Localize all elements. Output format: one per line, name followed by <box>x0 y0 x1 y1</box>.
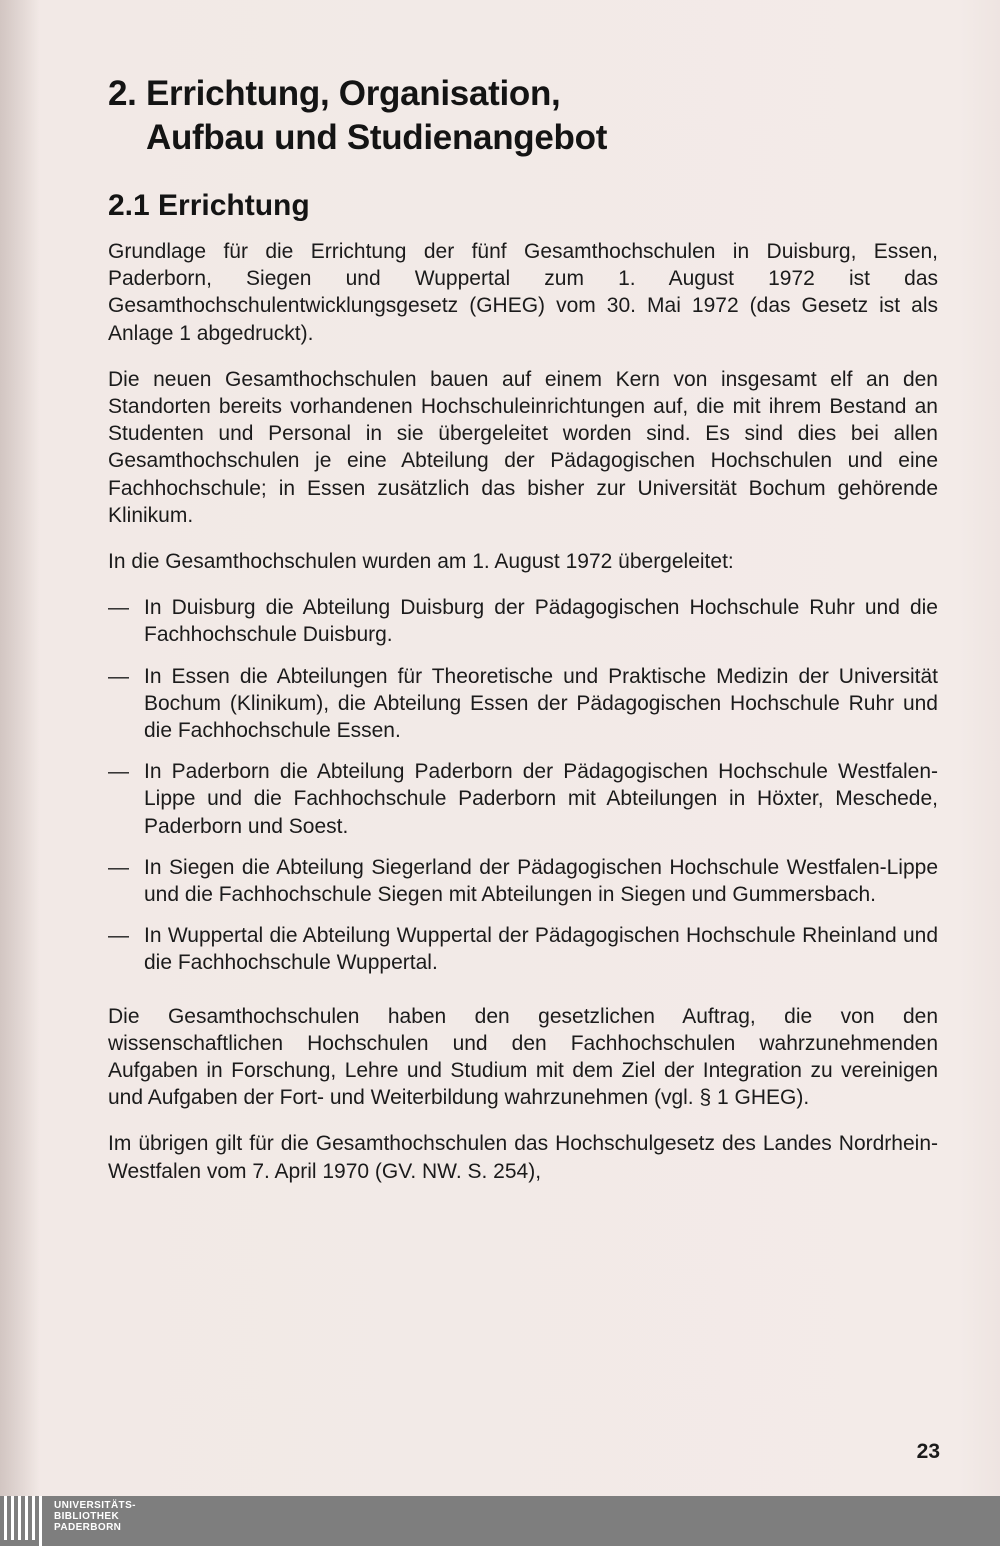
list-item-text: In Duisburg die Abteilung Duisburg der Pädagogischen Hochschule Ruhr und die Fachhochschule Duisburg. <box>144 596 938 647</box>
library-logo-text <box>54 1500 136 1533</box>
chapter-title-line1: Errichtung, Organisation, <box>146 74 561 113</box>
dash-marker: — <box>108 855 129 879</box>
chapter-heading <box>108 72 938 160</box>
list-item-text: In Paderborn die Abteilung Paderborn der Pädagogischen Hochschule Westfalen-Lippe und die Fachhochschule Paderborn mit Abteilungen in Höxter, Meschede, Paderborn und Soest. <box>144 760 938 838</box>
bullet-list <box>108 594 938 976</box>
chapter-title-line2: Aufbau und Studienangebot <box>146 118 608 157</box>
list-item <box>108 854 938 908</box>
list-item <box>108 922 938 976</box>
page-content <box>108 72 938 1185</box>
list-item <box>108 758 938 840</box>
library-logo-line2: BIBLIOTHEK <box>54 1511 120 1522</box>
list-item-text: In Wuppertal die Abteilung Wuppertal der Pädagogischen Hochschule Rheinland und die Fachhochschule Wuppertal. <box>144 924 938 975</box>
dash-marker: — <box>108 596 129 620</box>
list-item <box>108 594 938 648</box>
chapter-number: 2. <box>108 74 137 113</box>
paragraph-grundlage: Grundlage für die Errichtung der fünf Gesamthochschulen in Duisburg, Essen, Paderborn, Siegen und Wuppertal zum 1. August 1972 ist das Gesamthochschulentwicklungsgesetz (GHEG) vom 30. Mai 1972 (das Gesetz ist als Anlage 1 abgedruckt). <box>108 240 938 345</box>
paragraph-uebergeleitet: In die Gesamthochschulen wurden am 1. August 1972 übergeleitet: <box>108 550 734 574</box>
paragraph-auftrag: Die Gesamthochschulen haben den gesetzlichen Auftrag, die von den wissenschaftlichen Hochschulen und den Fachhochschulen wahrzunehmenden Aufgaben in Forschung, Lehre und Studium mit dem Ziel der Integration zu vereinigen und Aufgaben der Fort- und Weiterbildung wahrzunehmen (vgl. § 1 GHEG). <box>108 1004 938 1110</box>
page-number: 23 <box>916 1440 940 1463</box>
list-item-text: In Siegen die Abteilung Siegerland der Pädagogischen Hochschule Westfalen-Lippe und die Fachhochschule Siegen mit Abteilungen in Siegen und Gummersbach. <box>144 855 938 907</box>
section-heading: 2.1 Errichtung <box>108 189 310 222</box>
page-gutter-shadow <box>0 0 40 1496</box>
dash-marker: — <box>108 924 129 948</box>
list-item-text: In Essen die Abteilungen für Theoretische und Praktische Medizin der Universität Bochum (Klinikum), die Abteilung Essen der Pädagogischen Hochschule Ruhr und die Fachhochschule Essen. <box>144 664 938 743</box>
paragraph-hochschulgesetz: Im übrigen gilt für die Gesamthochschulen das Hochschulgesetz des Landes Nordrhein-Westfalen vom 7. April 1970 (GV. NW. S. 254), <box>108 1132 938 1183</box>
library-logo-icon <box>0 1496 44 1546</box>
library-logo-line1: UNIVERSITÄTS- <box>54 1500 136 1511</box>
library-logo-line3: PADERBORN <box>54 1522 122 1533</box>
dash-marker: — <box>108 664 129 688</box>
dash-marker: — <box>108 760 129 784</box>
paragraph-kern: Die neuen Gesamthochschulen bauen auf einem Kern von insgesamt elf an den Standorten bereits vorhandenen Hochschuleinrichtungen auf, die mit ihrem Bestand an Studenten und Personal in sie übergeleitet worden sind. Es sind dies bei allen Gesamthochschulen je eine Abteilung der Pädagogischen Hochschulen und eine Fachhochschule; in Essen zusätzlich das bisher zur Universität Bochum gehörende Klinikum. <box>108 367 938 527</box>
list-item <box>108 663 938 745</box>
library-footer-bar <box>0 1496 1000 1546</box>
